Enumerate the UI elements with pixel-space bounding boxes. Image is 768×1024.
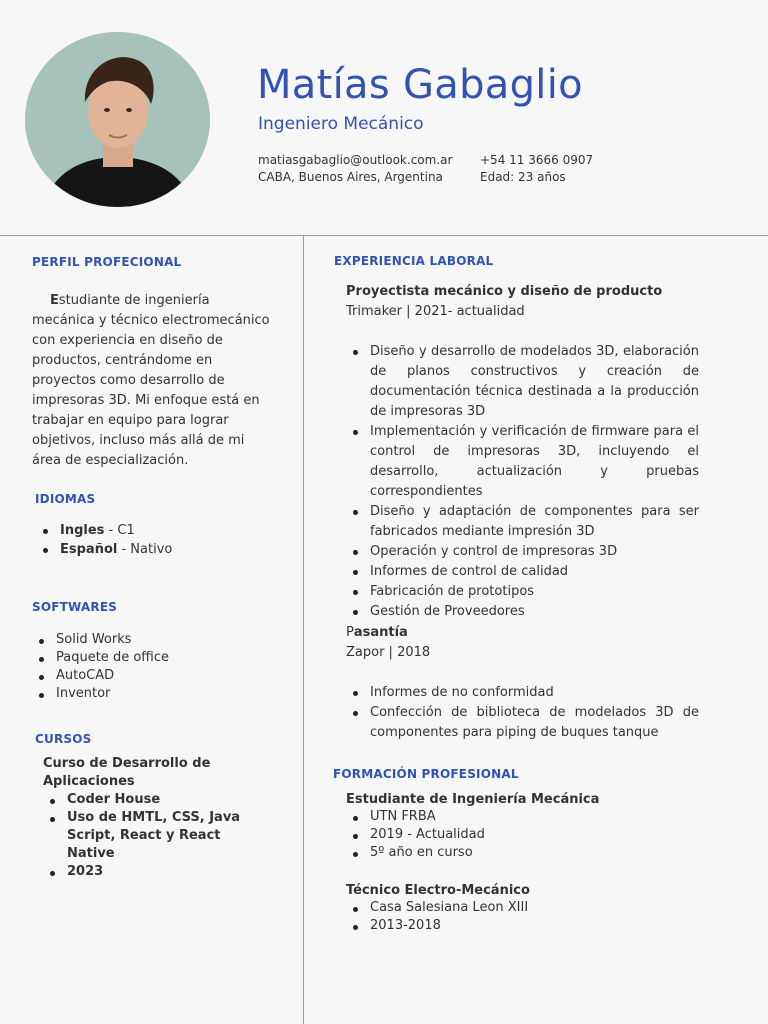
software-title: SOFTWARES: [32, 600, 118, 614]
degree-name: Técnico Electro-Mecánico: [346, 883, 530, 898]
courses-title: CURSOS: [35, 732, 92, 746]
course-item: Uso de HMTL, CSS, Java Script, React y React Native: [43, 809, 258, 863]
degree-item: 2019 - Actualidad: [346, 826, 676, 844]
language-name: Español: [60, 542, 118, 557]
degree-name: Estudiante de Ingeniería Mecánica: [346, 792, 600, 807]
software-item: Solid Works: [32, 631, 272, 649]
experience-title: EXPERIENCIA LABORAL: [334, 254, 494, 268]
profile-text: [32, 291, 274, 471]
job-task-list: [346, 683, 699, 743]
location-text: CABA, Buenos Aires, Argentina: [258, 170, 443, 184]
course-item: Coder House: [43, 791, 258, 809]
languages-list: [36, 521, 276, 559]
job-company: Trimaker | 2021- actualidad: [346, 304, 525, 319]
software-item: AutoCAD: [32, 667, 272, 685]
job-task: Diseño y adaptación de componentes para ser fabricados mediante impresión 3D: [346, 502, 699, 542]
course-items: [43, 791, 258, 881]
email-text[interactable]: matiasgabaglio@outlook.com.ar: [258, 153, 453, 167]
education-title: FORMACIÓN PROFESIONAL: [333, 767, 519, 781]
profile-title: PERFIL PROFECIONAL: [32, 255, 182, 269]
degree-item: UTN FRBA: [346, 808, 676, 826]
job-position-first: P: [346, 625, 354, 640]
job-task: Gestión de Proveedores: [346, 602, 699, 622]
job-position: Proyectista mecánico y diseño de producto: [346, 284, 663, 299]
degree-items: [346, 808, 676, 862]
person-portrait-icon: [25, 32, 210, 207]
degree-item: 5º año en curso: [346, 844, 676, 862]
software-item: Inventor: [32, 685, 272, 703]
profile-body: studiante de ingeniería mecánica y técnico electromecánico con experiencia en diseño de productos, centrándome en proyectos como desarrollo de impresoras 3D. Mi enfoque está en trabajar en equipo para lograr objetivos, incluso más allá de mi área de especialización.: [32, 293, 270, 468]
languages-title: IDIOMAS: [35, 492, 96, 506]
profile-first-letter: E: [50, 293, 59, 308]
job-task: Confección de biblioteca de modelados 3D de componentes para piping de buques tanque: [346, 703, 699, 743]
job-task: Implementación y verificación de firmware para el control de impresoras 3D, incluyendo el desarrollo, actualización y pruebas correspondientes: [346, 422, 699, 502]
job-position: [346, 623, 408, 643]
software-list: [32, 631, 272, 703]
job-task: Diseño y desarrollo de modelados 3D, elaboración de planos constructivos y creación de documentación técnica destinada a la producción de impresoras 3D: [346, 342, 699, 422]
horizontal-divider: [0, 235, 768, 236]
job-task: Informes de no conformidad: [346, 683, 699, 703]
job-task: Operación y control de impresoras 3D: [346, 542, 699, 562]
job-task-list: [346, 342, 699, 622]
contact-right: [480, 152, 593, 186]
degree-items: [346, 899, 676, 935]
language-level: - C1: [104, 523, 135, 538]
job-task: Fabricación de prototipos: [346, 582, 699, 602]
degree-item: Casa Salesiana Leon XIII: [346, 899, 676, 917]
language-item: [36, 540, 276, 559]
job-task: Informes de control de calidad: [346, 562, 699, 582]
language-name: Ingles: [60, 523, 105, 538]
language-item: [36, 521, 276, 540]
course-name: Curso de Desarrollo de Aplicaciones: [43, 756, 211, 789]
age-text: Edad: 23 años: [480, 170, 566, 184]
job-company: Zapor | 2018: [346, 645, 431, 660]
job-position-rest: asantía: [353, 625, 408, 640]
phone-text[interactable]: +54 11 3666 0907: [480, 153, 594, 167]
language-level: - Nativo: [117, 542, 173, 557]
job-role: Ingeniero Mecánico: [258, 114, 424, 134]
profile-photo: [25, 32, 210, 207]
software-item: Paquete de office: [32, 649, 272, 667]
degree-item: 2013-2018: [346, 917, 676, 935]
person-name: Matías Gabaglio: [257, 62, 583, 108]
contact-left: [258, 152, 452, 186]
course-item: 2023: [43, 863, 258, 881]
vertical-divider: [303, 235, 304, 1024]
